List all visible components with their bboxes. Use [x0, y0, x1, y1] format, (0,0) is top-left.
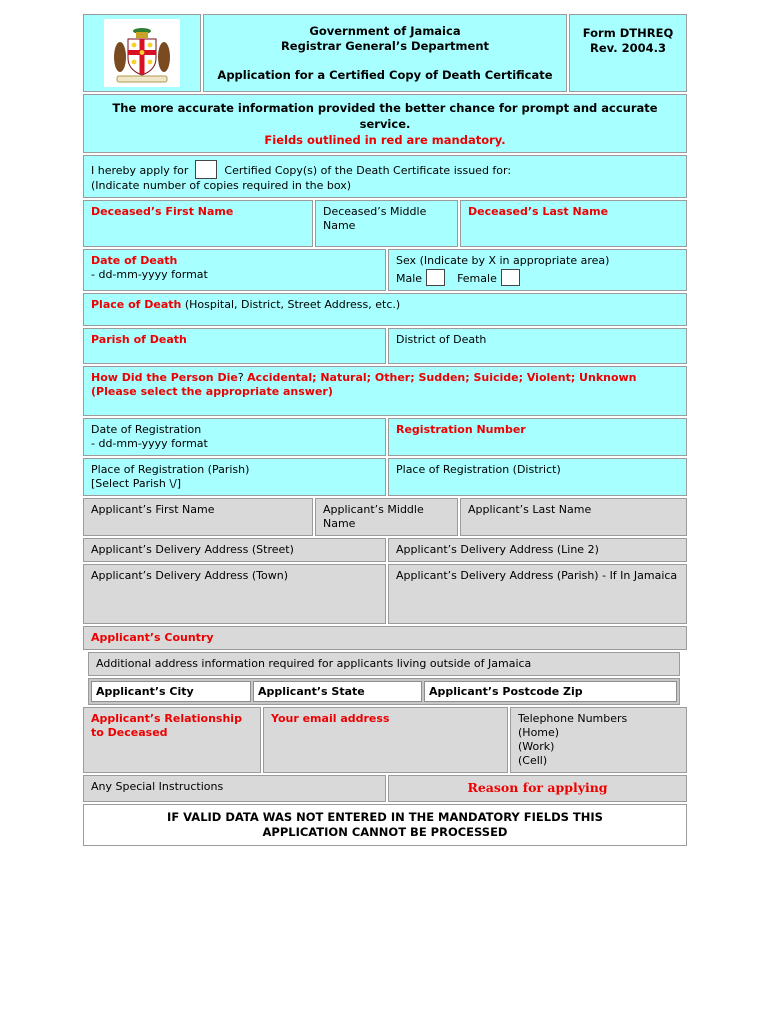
parish-row — [83, 328, 687, 364]
form-number-block — [569, 14, 687, 92]
date-of-death-row — [83, 249, 687, 291]
telephone-label: Telephone Numbers — [518, 712, 628, 725]
district-of-death-field[interactable]: District of Death — [388, 328, 687, 364]
address-street-field[interactable]: Applicant’s Delivery Address (Street) — [83, 538, 386, 562]
how-died-question-mark: ? — [237, 371, 244, 384]
date-of-death-field[interactable] — [83, 249, 386, 291]
telephone-field[interactable] — [510, 707, 687, 773]
how-died-row — [83, 366, 687, 416]
female-checkbox[interactable] — [501, 269, 520, 286]
place-of-registration-parish-label: Place of Registration (Parish) — [91, 463, 250, 476]
phone-home-label: (Home) — [518, 726, 560, 739]
mandatory-warning: IF VALID DATA WAS NOT ENTERED IN THE MANDATORY FIELDS THIS APPLICATION CANNOT BE PROCESSED — [83, 804, 687, 846]
logo-cell — [83, 14, 201, 92]
apply-text-after: Certified Copy(s) of the Death Certificate issued for: — [224, 164, 512, 177]
registration-place-row — [83, 458, 687, 496]
special-instructions-field[interactable]: Any Special Instructions — [83, 775, 386, 802]
address-line2-field[interactable]: Applicant’s Delivery Address (Line 2) — [388, 538, 687, 562]
department-title: Registrar General’s Department — [280, 39, 490, 53]
form-title-block — [203, 14, 567, 92]
place-of-registration-parish-field — [83, 458, 386, 496]
date-of-registration-field[interactable] — [83, 418, 386, 456]
relationship-field[interactable]: Applicant’s Relationship to Deceased — [83, 707, 261, 773]
address-street-row — [83, 538, 687, 562]
female-label: Female — [457, 272, 497, 285]
additional-info-row — [88, 652, 680, 676]
notice-cell — [83, 94, 687, 153]
applicant-city-field[interactable]: Applicant’s City — [91, 681, 251, 702]
parish-of-death-field[interactable]: Parish of Death — [83, 328, 386, 364]
registration-date-row — [83, 418, 687, 456]
male-label: Male — [396, 272, 423, 285]
apply-instruction: (Indicate number of copies required in the box) — [91, 179, 352, 192]
footer-row — [83, 804, 687, 846]
applicant-last-name-field[interactable]: Applicant’s Last Name — [460, 498, 687, 536]
mandatory-note: Fields outlined in red are mandatory. — [264, 133, 506, 147]
how-died-label: How Did the Person Die — [91, 371, 238, 384]
address-parish-field[interactable]: Applicant’s Delivery Address (Parish) - If In Jamaica — [388, 564, 687, 624]
copies-count-box[interactable] — [195, 160, 217, 179]
date-of-registration-format: - dd-mm-yyyy format — [91, 437, 208, 450]
deceased-last-name-field[interactable]: Deceased’s Last Name — [460, 200, 687, 247]
place-of-death-label: Place of Death — [91, 298, 182, 311]
additional-info-note: Additional address information required for applicants living outside of Jamaica — [88, 652, 680, 676]
applicant-state-field[interactable]: Applicant’s State — [253, 681, 422, 702]
government-title: Government of Jamaica — [309, 24, 461, 38]
country-row — [83, 626, 687, 650]
phone-work-label: (Work) — [518, 740, 555, 753]
deceased-name-row — [83, 200, 687, 247]
jamaica-coat-of-arms-icon — [104, 19, 180, 87]
date-of-registration-label: Date of Registration — [91, 423, 202, 436]
how-died-field[interactable] — [83, 366, 687, 416]
male-checkbox[interactable] — [426, 269, 445, 286]
instructions-row — [83, 775, 687, 802]
apply-row — [83, 155, 687, 198]
place-of-death-field[interactable] — [83, 293, 687, 326]
death-certificate-application-form — [83, 14, 687, 846]
applicant-middle-name-field[interactable]: Applicant’s Middle Name — [315, 498, 458, 536]
city-state-zip-band — [88, 678, 680, 705]
relationship-row — [83, 707, 687, 773]
apply-cell — [83, 155, 687, 198]
registration-number-field[interactable]: Registration Number — [388, 418, 687, 456]
email-field[interactable]: Your email address — [263, 707, 508, 773]
applicant-postcode-field[interactable]: Applicant’s Postcode Zip — [424, 681, 677, 702]
place-of-death-row — [83, 293, 687, 326]
sex-label: Sex (Indicate by X in appropriate area) — [396, 254, 610, 267]
place-of-death-hint: (Hospital, District, Street Address, etc.) — [184, 298, 401, 311]
how-died-options: Accidental; Natural; Other; Sudden; Suicide; Violent; Unknown — [247, 371, 637, 384]
sex-field — [388, 249, 687, 291]
select-parish-dropdown[interactable]: [Select Parish \/] — [91, 477, 182, 490]
form-number: Form DTHREQ — [582, 26, 674, 40]
address-town-field[interactable]: Applicant’s Delivery Address (Town) — [83, 564, 386, 624]
applicant-name-row — [83, 498, 687, 536]
applicant-country-field[interactable]: Applicant’s Country — [83, 626, 687, 650]
apply-text-before: I hereby apply for — [91, 164, 189, 177]
address-town-row — [83, 564, 687, 624]
form-revision: Rev. 2004.3 — [590, 41, 666, 55]
date-of-death-label: Date of Death — [91, 254, 178, 267]
form-header — [83, 14, 687, 92]
application-title: Application for a Certified Copy of Death Certificate — [217, 68, 553, 82]
reason-for-applying-field[interactable]: Reason for applying — [388, 775, 687, 802]
phone-cell-label: (Cell) — [518, 754, 548, 767]
notice-line1: The more accurate information provided the better chance for prompt and accurate service. — [112, 101, 658, 131]
applicant-first-name-field[interactable]: Applicant’s First Name — [83, 498, 313, 536]
apply-line — [91, 160, 679, 179]
place-of-registration-district-field[interactable]: Place of Registration (District) — [388, 458, 687, 496]
deceased-middle-name-field[interactable]: Deceased’s Middle Name — [315, 200, 458, 247]
city-state-zip-row — [88, 678, 680, 705]
deceased-first-name-field[interactable]: Deceased’s First Name — [83, 200, 313, 247]
notice-row — [83, 94, 687, 153]
date-of-death-format: - dd-mm-yyyy format — [91, 268, 208, 281]
how-died-instruction: (Please select the appropriate answer) — [91, 385, 333, 398]
